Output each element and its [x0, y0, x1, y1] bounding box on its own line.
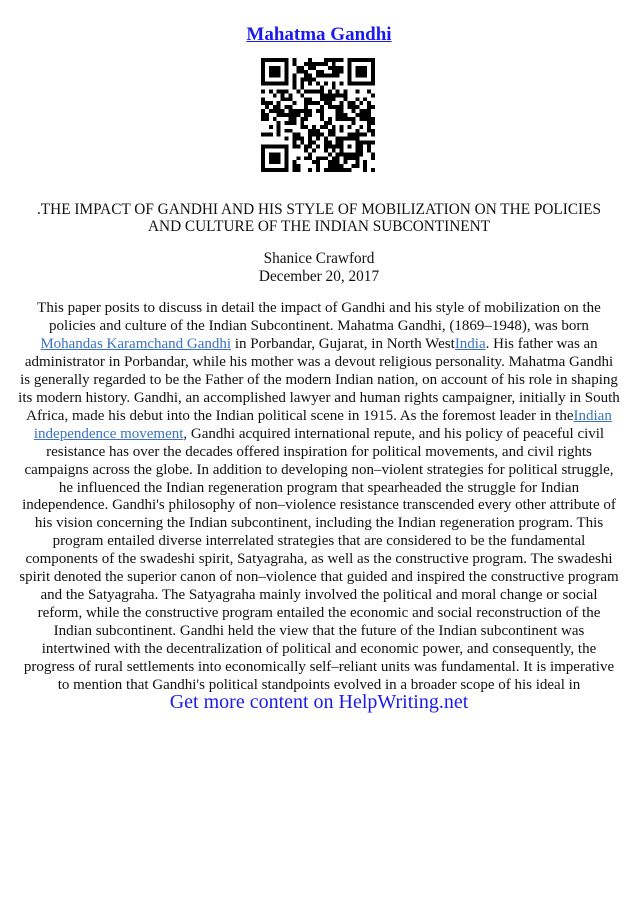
body-text-part-2: in Porbandar, Gujarat, in North West: [231, 335, 455, 352]
link-indian-independence-movement[interactable]: Indian independence movement: [33, 407, 612, 442]
qr-code-icon: [261, 58, 375, 172]
document-title-link[interactable]: Mahatma Gandhi: [246, 24, 392, 45]
body-text-part-4: , Gandhi acquired international repute, and his policy of peaceful civil resistance has over the decades offered inspiration for political movements, and civil rights campaigns across the globe. In addition to developing non–violent strategies for political struggle, he influenced the Indian regeneration program that spearheaded the struggle for Indian independence. Gandhi's philosophy of non–violence resistance transcended every other attribute of his vision concerning the Indian subcontinent, including the Indian regeneration program. This program entailed diverse interrelated strategies that are considered to be the fundamental components of the swadeshi spirit, Satyagraha, as well as the constructive program. The swadeshi spirit denoted the superior canon of non–violence that guided and inspired the constructive program and the Satyagraha. The Satyagraha mainly involved the political and moral change or social reform, while the constructive program entailed the economic and social reconstruction of the Indian subcontinent. Gandhi held the view that the future of the Indian subcontinent was intertwined with the decentralization of political and economic power, and consequently, the progress of rural settlements into economically self–reliant units was fundamental. It is imperative to mention that Gandhi's political standpoints evolved in a broader scope of his ideal in: [19, 425, 619, 694]
cta-wrapper: [0, 691, 638, 714]
publish-date: December 20, 2017: [258, 268, 380, 285]
body-text-part-1: This paper posits to discuss in detail the impact of Gandhi and his style of mobilization on the policies and culture of the Indian Subcontinent. Mahatma Gandhi, (1869–1948), was born: [37, 300, 601, 334]
cta-link[interactable]: Get more content on HelpWriting.net: [169, 691, 469, 713]
document-title-wrapper: [0, 24, 638, 46]
link-mohandas-karamchand-gandhi[interactable]: Mohandas Karamchand Gandhi: [40, 335, 232, 352]
author-name: Shanice Crawford: [263, 250, 375, 267]
link-india[interactable]: India: [454, 335, 486, 352]
paper-heading: .THE IMPACT OF GANDHI AND HIS STYLE OF MOBILIZATION ON THE POLICIES AND CULTURE OF THE INDIAN SUBCONTINENT: [36, 201, 601, 235]
body-text-part-3: . His father was an administrator in Porbandar, while his mother was a devout religious personality. Mahatma Gandhi is generally regarded to be the Father of the modern Indian nation, on account of his role in shaping its modern history. Gandhi, an accomplished lawyer and human rights campaigner, initially in South Africa, made his debut into the Indian political scene in 1915. As the foremost leader in the: [18, 335, 620, 424]
body-text: [18, 300, 620, 695]
